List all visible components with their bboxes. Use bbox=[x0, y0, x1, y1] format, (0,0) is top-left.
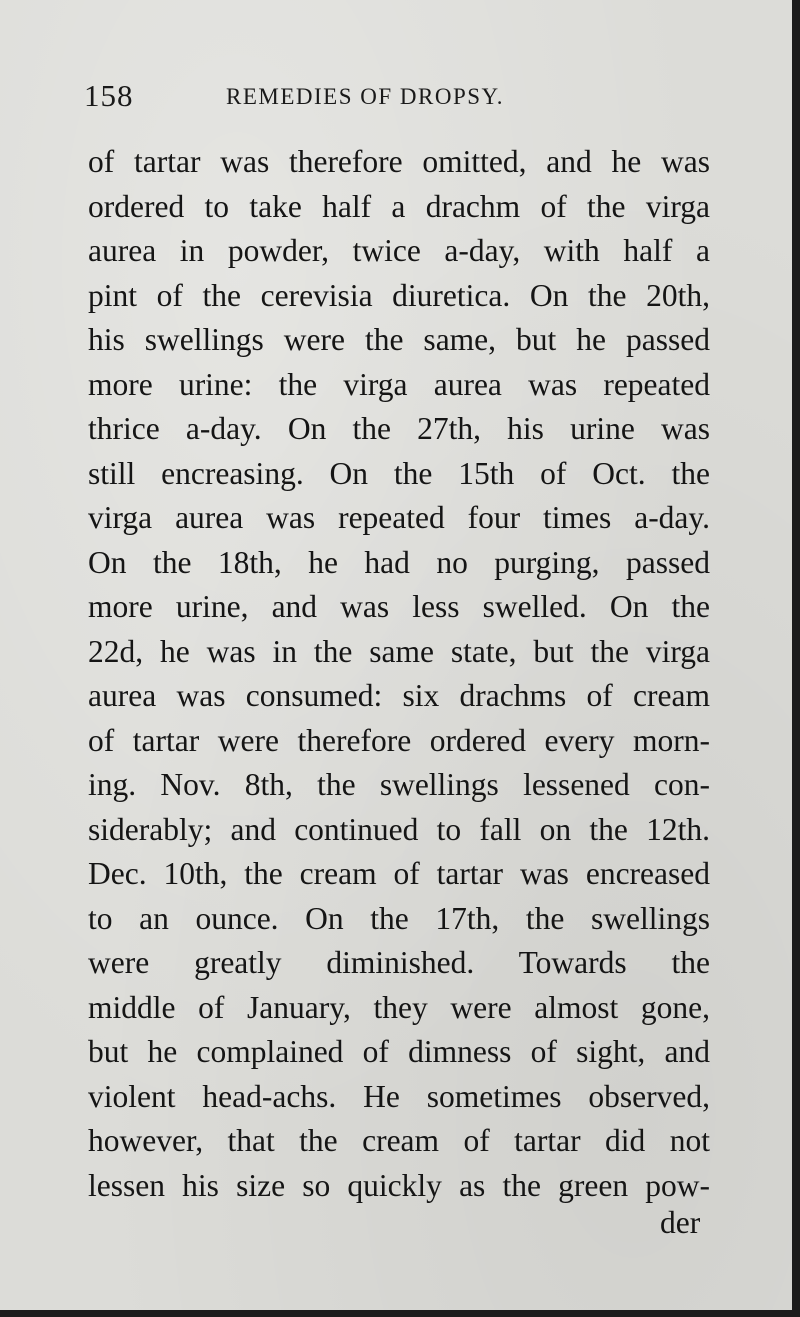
text-line: 22d, he was in the same state, but the virga bbox=[88, 633, 710, 669]
text-line: thrice a-day. On the 27th, his urine was bbox=[88, 411, 710, 446]
text-line: siderably; and continued to fall on the 12th. bbox=[88, 811, 710, 847]
scan-edge-bottom bbox=[0, 1310, 800, 1317]
page-number: 158 bbox=[84, 78, 134, 113]
text-line: virga aurea was repeated four times a-day. bbox=[88, 500, 710, 535]
text-line: of tartar was therefore omitted, and he was bbox=[88, 144, 710, 179]
text-line: to an ounce. On the 17th, the swellings bbox=[88, 900, 710, 936]
text-line: his swellings were the same, but he passed bbox=[88, 322, 710, 357]
text-line: but he complained of dimness of sight, and bbox=[88, 1034, 710, 1069]
text-line: of tartar were therefore ordered every morn- bbox=[88, 722, 710, 758]
page-header bbox=[84, 78, 624, 118]
text-line: ing. Nov. 8th, the swellings lessened con- bbox=[88, 767, 710, 802]
text-line: On the 18th, he had no purging, passed bbox=[88, 544, 710, 580]
text-line: ordered to take half a drachm of the virga bbox=[88, 188, 710, 224]
text-line: however, that the cream of tartar did not bbox=[88, 1123, 710, 1158]
text-line: aurea was consumed: six drachms of cream bbox=[88, 678, 710, 713]
running-head: REMEDIES OF DROPSY. bbox=[226, 84, 504, 109]
text-line: violent head-achs. He sometimes observed, bbox=[88, 1078, 710, 1114]
text-line: middle of January, they were almost gone, bbox=[88, 989, 710, 1025]
text-line: Dec. 10th, the cream of tartar was encreased bbox=[88, 856, 710, 891]
text-line: aurea in powder, twice a-day, with half a bbox=[88, 233, 710, 268]
text-line: pint of the cerevisia diuretica. On the 20th, bbox=[88, 277, 710, 313]
catchword: der bbox=[660, 1205, 701, 1240]
text-line: more urine, and was less swelled. On the bbox=[88, 589, 710, 624]
body-text bbox=[88, 140, 710, 1208]
text-line: more urine: the virga aurea was repeated bbox=[88, 366, 710, 402]
text-line: were greatly diminished. Towards the bbox=[88, 945, 710, 980]
text-line: still encreasing. On the 15th of Oct. the bbox=[88, 455, 710, 491]
scan-edge-right bbox=[792, 0, 800, 1317]
text-line: lessen his size so quickly as the green pow- bbox=[88, 1167, 710, 1203]
